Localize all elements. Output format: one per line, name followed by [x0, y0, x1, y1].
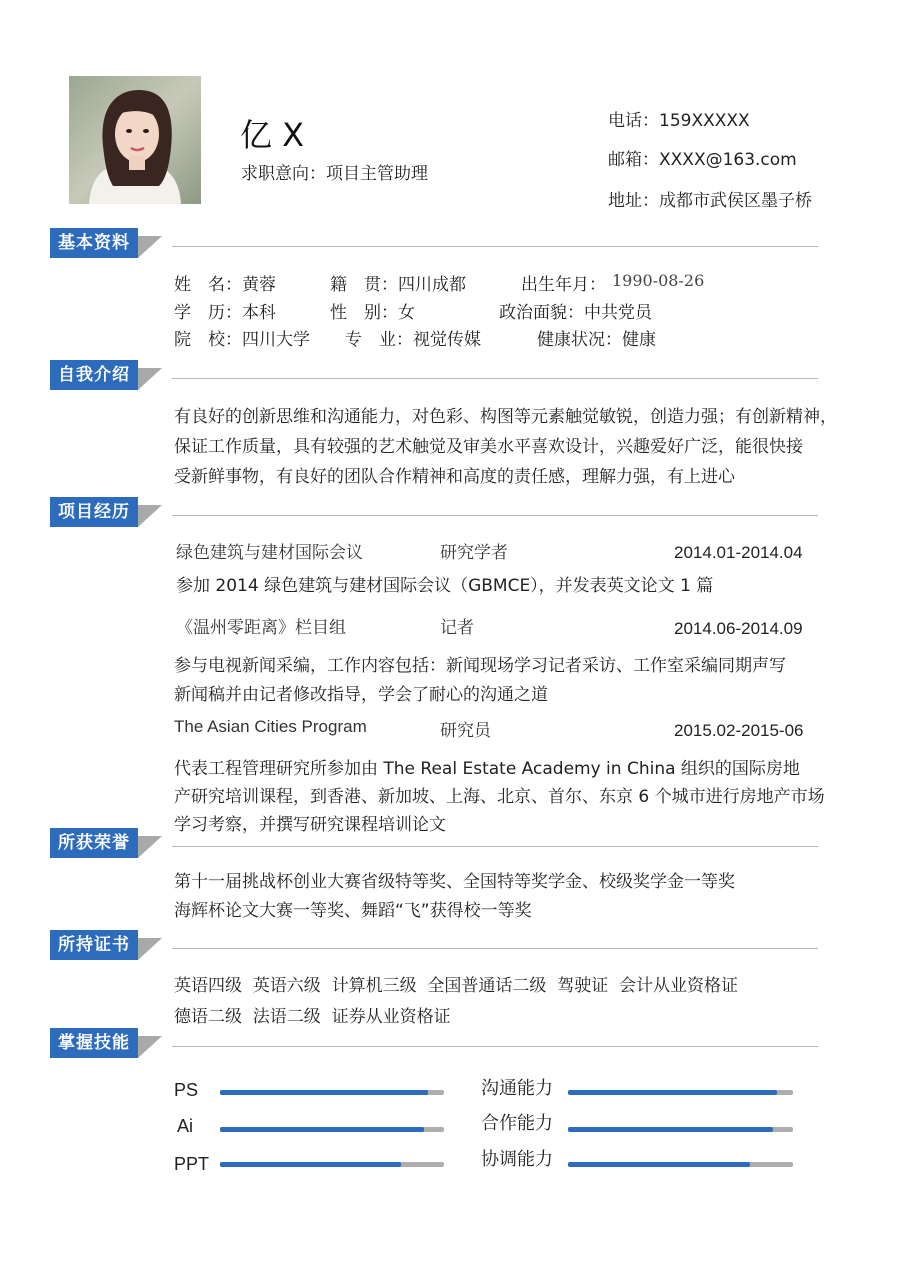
section-title-skills: 掌握技能 — [50, 1028, 138, 1058]
section-title-honors: 所获荣誉 — [50, 828, 138, 858]
project-desc-line: 学习考察，并撰写研究课程培训论文 — [174, 815, 446, 835]
basic-origin: 籍 贯：四川成都 — [330, 275, 466, 295]
section-rule — [172, 515, 818, 516]
basic-education: 学 历：本科 — [174, 303, 276, 323]
skill-bar-fill — [568, 1127, 773, 1132]
section-title-certs: 所持证书 — [50, 930, 138, 960]
project-desc-line: 参加 2014 绿色建筑与建材国际会议（GBMCE），并发表英文论文 1 篇 — [176, 576, 714, 596]
section-rule — [172, 378, 818, 379]
basic-name: 姓 名：黄蓉 — [174, 275, 276, 295]
basic-birth-value: 1990-08-26 — [612, 271, 705, 290]
project-date: 2014.06-2014.09 — [674, 619, 803, 638]
profile-photo — [69, 76, 201, 204]
project-role: 研究员 — [440, 721, 491, 741]
basic-birth-label: 出生年月： — [521, 275, 606, 295]
section-title-projects: 项目经历 — [50, 497, 138, 527]
section-arrow-icon — [138, 1028, 162, 1058]
basic-gender: 性 别：女 — [330, 303, 415, 323]
intro-line: 保证工作质量，具有较强的艺术触觉及审美水平喜欢设计，兴趣爱好广泛，能很快接 — [174, 437, 803, 457]
project-date: 2015.02-2015-06 — [674, 721, 804, 740]
skill-label: PPT — [174, 1154, 210, 1174]
job-intent: 求职意向：项目主管助理 — [241, 164, 428, 184]
project-title: 绿色建筑与建材国际会议 — [176, 543, 363, 563]
skill-bar — [220, 1090, 444, 1095]
basic-health: 健康状况：健康 — [537, 330, 656, 350]
intro-line: 有良好的创新思维和沟通能力，对色彩、构图等元素触觉敏锐，创造力强；有创新精神， — [174, 407, 837, 427]
project-role: 研究学者 — [440, 543, 508, 563]
project-role: 记者 — [440, 618, 474, 638]
section-rule — [172, 246, 818, 247]
section-arrow-icon — [138, 228, 162, 258]
skill-bar-fill — [220, 1162, 401, 1167]
project-title: 《温州零距离》栏目组 — [176, 618, 346, 638]
skill-bar — [568, 1162, 793, 1167]
section-arrow-icon — [138, 360, 162, 390]
honor-line: 第十一届挑战杯创业大赛省级特等奖、全国特等奖学金、校级奖学金一等奖 — [174, 872, 735, 892]
basic-politics: 政治面貌：中共党员 — [499, 303, 652, 323]
project-desc-line: 代表工程管理研究所参加由 The Real Estate Academy in China 组织的国际房地 — [174, 759, 800, 779]
skill-label: 沟通能力 — [481, 1078, 553, 1099]
skill-label: 协调能力 — [481, 1149, 553, 1170]
skill-bar — [568, 1090, 793, 1095]
skill-label: Ai — [177, 1116, 194, 1136]
address-text: 地址：成都市武侯区墨子桥 — [608, 191, 812, 211]
skill-bar — [220, 1162, 444, 1167]
project-title: The Asian Cities Program — [174, 717, 367, 736]
section-title-basic: 基本资料 — [50, 228, 138, 258]
skill-bar — [220, 1127, 444, 1132]
cert-line: 德语二级 法语二级 证券从业资格证 — [174, 1007, 451, 1027]
skill-bar-fill — [568, 1090, 777, 1095]
section-title-intro: 自我介绍 — [50, 360, 138, 390]
section-rule — [172, 948, 818, 949]
section-rule — [172, 1046, 818, 1047]
skill-bar — [568, 1127, 793, 1132]
skill-bar-fill — [220, 1127, 424, 1132]
intro-line: 受新鲜事物，有良好的团队合作精神和高度的责任感，理解力强，有上进心 — [174, 467, 735, 487]
section-arrow-icon — [138, 828, 162, 858]
phone-text: 电话：159XXXXX — [608, 111, 750, 131]
project-desc-line: 参与电视新闻采编，工作内容包括：新闻现场学习记者采访、工作室采编同期声写 — [174, 656, 786, 676]
basic-major: 专 业：视觉传媒 — [345, 330, 481, 350]
project-desc-line: 新闻稿并由记者修改指导，学会了耐心的沟通之道 — [174, 685, 548, 705]
cert-line: 英语四级 英语六级 计算机三级 全国普通话二级 驾驶证 会计从业资格证 — [174, 976, 739, 996]
section-arrow-icon — [138, 930, 162, 960]
project-desc-line: 产研究培训课程，到香港、新加坡、上海、北京、首尔、东京 6 个城市进行房地产市场 — [174, 787, 825, 807]
basic-school: 院 校：四川大学 — [174, 330, 310, 350]
skill-bar-fill — [568, 1162, 750, 1167]
skill-bar-fill — [220, 1090, 428, 1095]
skill-label: PS — [174, 1080, 199, 1100]
candidate-name: 亿 X — [240, 116, 305, 154]
skill-label: 合作能力 — [481, 1113, 553, 1134]
project-date: 2014.01-2014.04 — [674, 543, 803, 562]
honor-line: 海辉杯论文大赛一等奖、舞蹈“飞”获得校一等奖 — [174, 901, 532, 921]
section-rule — [172, 846, 818, 847]
section-arrow-icon — [138, 497, 162, 527]
email-text: 邮箱：XXXX@163.com — [608, 150, 797, 170]
